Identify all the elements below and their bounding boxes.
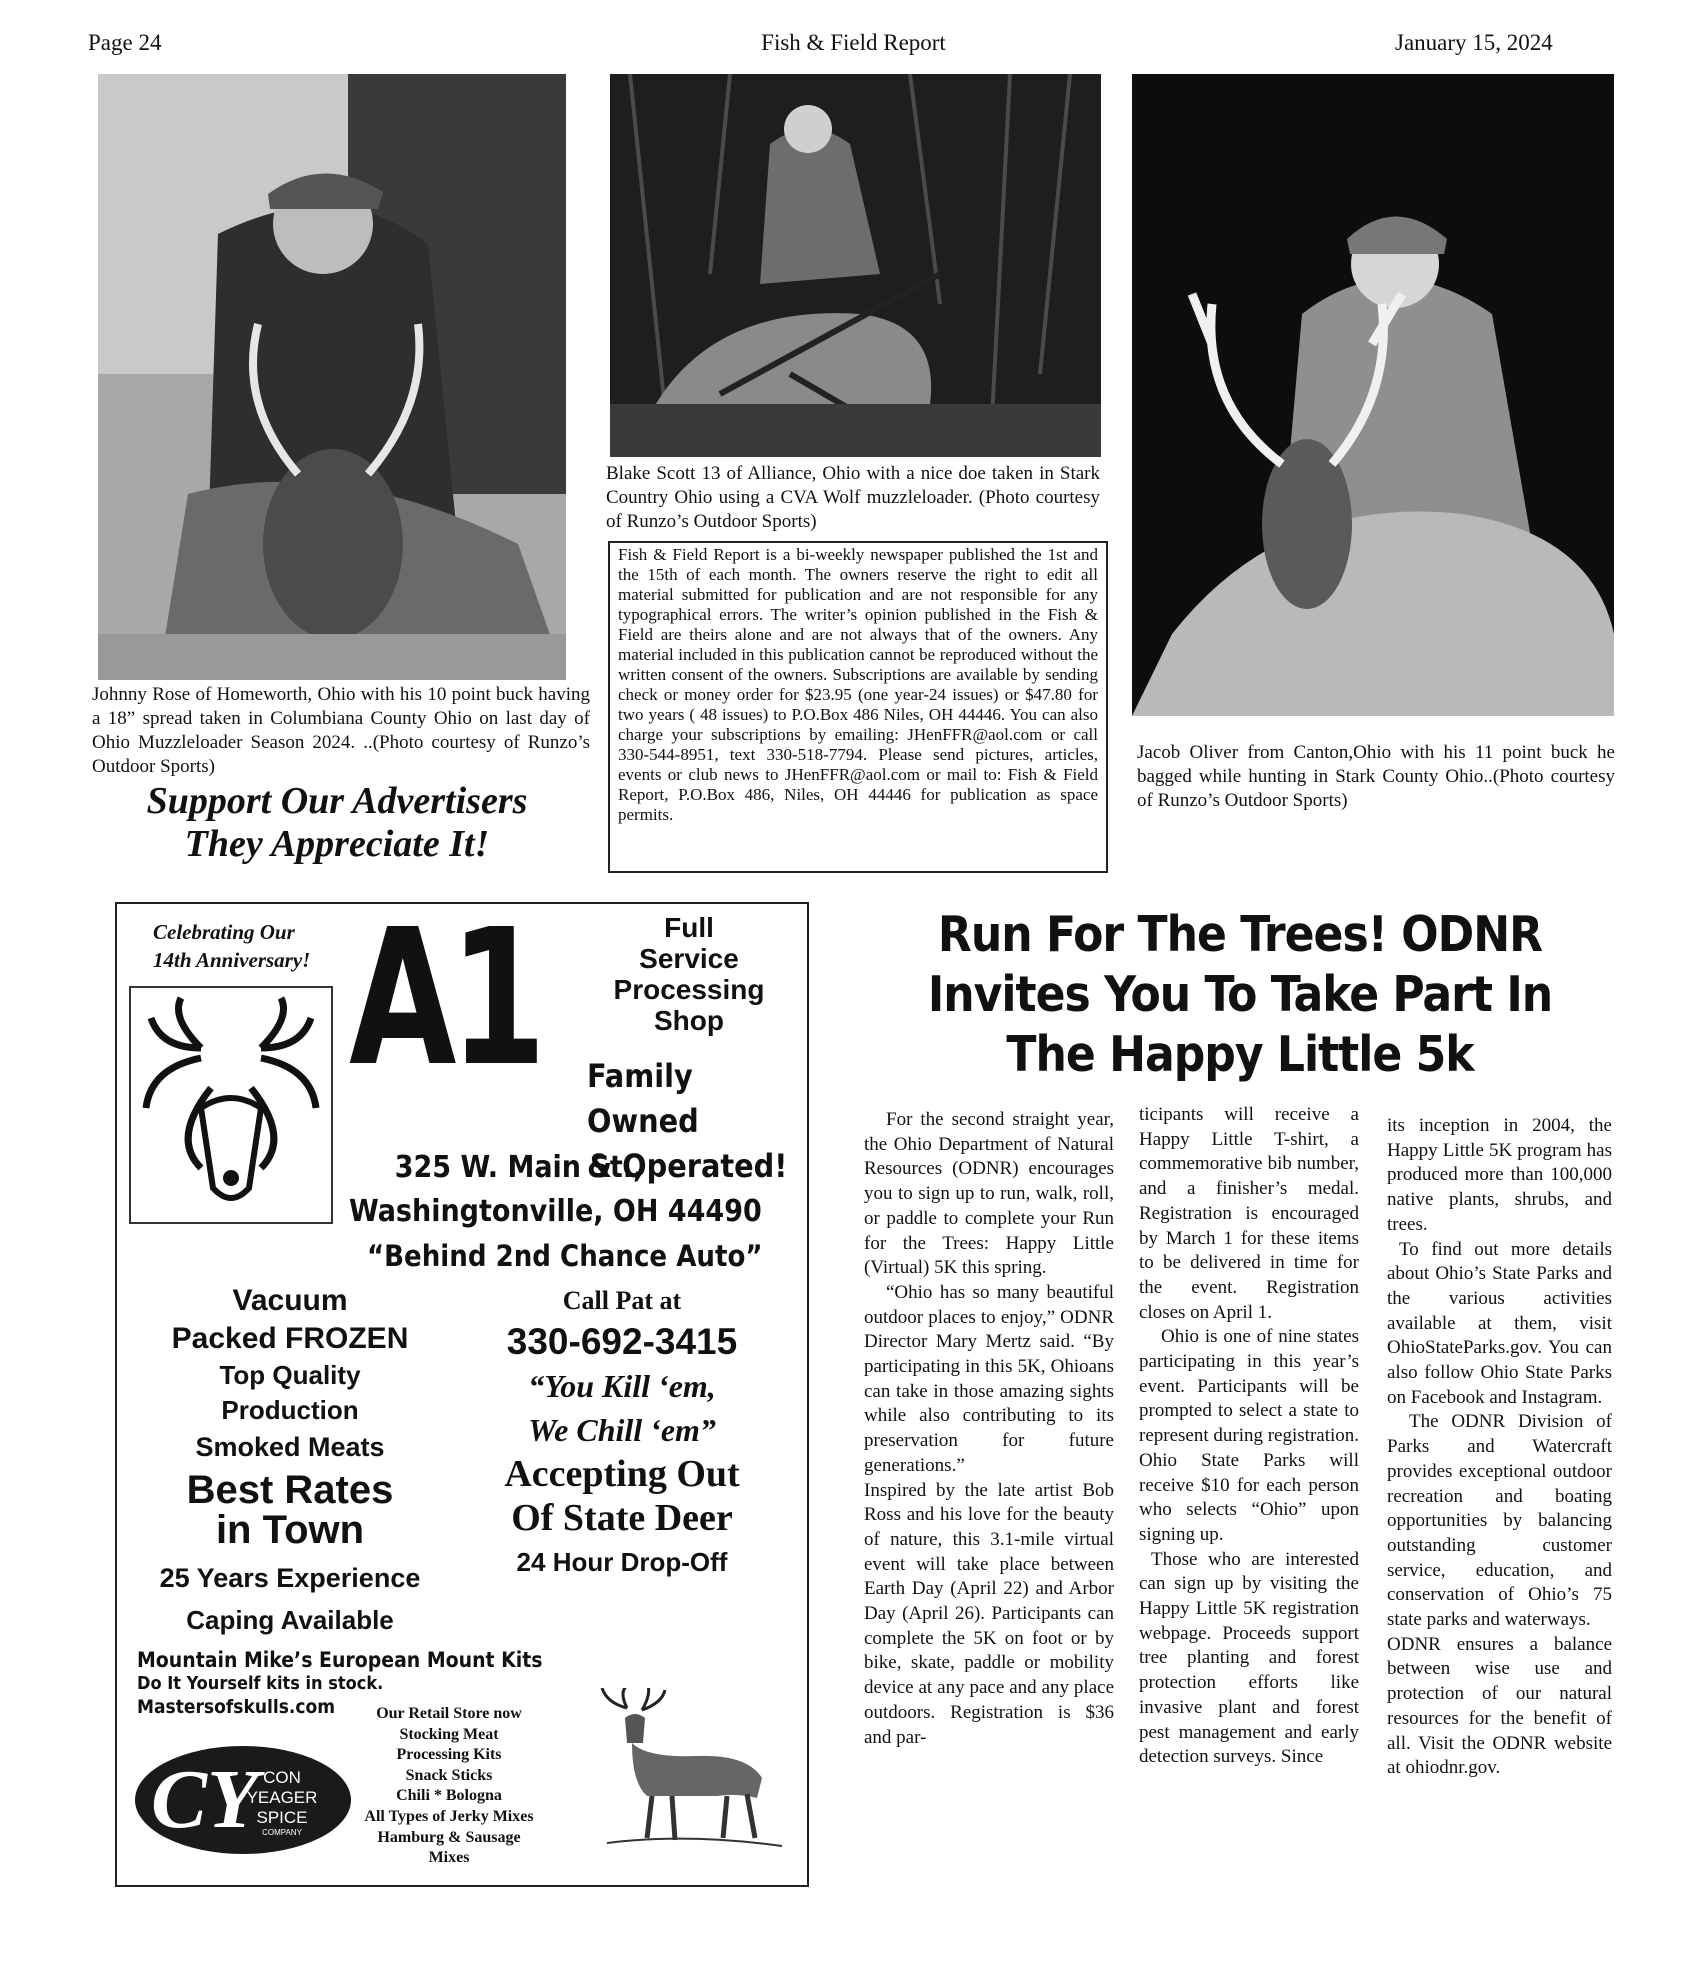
store-line: Stocking Meat (399, 1725, 499, 1743)
address-line-3: “Behind 2nd Chance Auto” (367, 1239, 763, 1273)
publication-title: Fish & Field Report (761, 30, 946, 55)
store-line: Our Retail Store now (376, 1705, 522, 1722)
mountain-mike-line-1: Mountain Mike’s European Mount Kits (137, 1648, 543, 1672)
brand-a1: A1 (349, 889, 540, 1108)
headline-line-2: Invites You To Take Part In (927, 966, 1553, 1023)
full-line-1: Full (664, 912, 714, 943)
store-line: Mixes (428, 1849, 470, 1867)
logo-line-4: COMPANY (262, 1828, 302, 1837)
photo-jacob-oliver (1132, 74, 1614, 716)
cy-monogram: CY (151, 1753, 259, 1846)
photo-caption-1: Johnny Rose of Homeworth, Ohio with his 10 point buck having a 18” spread taken in Columbiana County Ohio on last day of Ohio Muzzleloader Season 2024. ..(Photo courtesy of Runzo’s Outdoor Sports) (92, 684, 590, 777)
best-rates-line-1: Best Rates (186, 1468, 394, 1512)
logo-line-1: CON (263, 1768, 301, 1787)
logo-line-2: YEAGER (246, 1788, 318, 1807)
top-quality-line-1: Top Quality (219, 1360, 361, 1390)
article-paragraph: ticipants will receive a Happy Little T-shirt, a commemorative bib number, and a finisher’s medal. Registration is encouraged by March 1 for these items to be delivered in time for the event. Registration closes on April 1. (1139, 1104, 1359, 1323)
address-line-2: Washingtonville, OH 44490 (349, 1194, 762, 1229)
logo-line-3: SPICE (256, 1808, 308, 1827)
publication-notice: Fish & Field Report is a bi-weekly newspaper published the 1st and the 15th of each month. The owners reserve the right to edit all material submitted for publication and are not responsible for any typographical errors. The writer’s opinion published in the Fish & Field are theirs alone and are not always that of the owners. Any material included in this publication cannot be reproduced without the written consent of the owners. Subscriptions are available by sending check or money order for $23.95 (one year-24 issues) or $47.80 for two years ( 48 issues) to P.O.Box 486 Niles, OH 44446. You can also charge your subscriptions by emailing: JHenFFR@aol.com or call 330-544-8951, text 330-518-7794. Please send pictures, articles, events or club news to JHenFFR@aol.com or mail to: Fish & Field Report, P.O.Box 486, Niles, OH 44446 for publication as space permits. (608, 541, 1108, 873)
full-line-3: Processing (613, 974, 765, 1005)
store-line: All Types of Jerky Mixes (364, 1807, 534, 1825)
headline-line-1: Run For The Trees! ODNR (937, 906, 1543, 963)
store-line: Snack Sticks (405, 1766, 493, 1784)
deer-skull-logo (129, 986, 333, 1224)
issue-date: January 15, 2024 (1395, 30, 1553, 55)
accepting-line-1: Accepting Out (504, 1453, 740, 1495)
article-paragraph: “Ohio has so many beautiful outdoor places to enjoy,” ODNR Director Mary Mertz said. “By participating in this 5K, Ohioans can take in those amazing sights while also contributing to its preservation for future generations.” (864, 1281, 1114, 1476)
article-paragraph: For the second straight year, the Ohio Department of Natural Resources (ODNR) encourages you to sign up to run, walk, roll, or paddle to complete your Run for the Trees: Happy Little (Virtual) 5K this spring. (864, 1109, 1114, 1279)
caping-available: Caping Available (186, 1605, 394, 1635)
drop-off: 24 Hour Drop-Off (516, 1547, 728, 1577)
article-paragraph: Those who are interested can sign up by visiting the Happy Little 5K registration webpage. Proceeds support tree planting and forest protection efforts like invasive plant and forest pest management and early detection surveys. Since (1139, 1548, 1359, 1768)
article-column-2 (1139, 1103, 1359, 1770)
mountain-mike-line-3: Mastersofskulls.com (137, 1696, 336, 1718)
article-paragraph: its inception in 2004, the Happy Little 5K program has produced more than 100,000 native plants, shrubs, and trees. (1387, 1115, 1612, 1235)
store-line: Chili * Bologna (396, 1787, 502, 1805)
call-pat: Call Pat at (562, 1286, 682, 1315)
page-number: Page 24 (88, 30, 162, 55)
article-paragraph: ODNR ensures a balance between wise use and protection of our natural resources for the benefit of all. Visit the ODNR website at ohiodnr.gov. (1387, 1633, 1612, 1779)
anniversary-line-1: Celebrating Our (153, 920, 295, 944)
store-line: Processing Kits (396, 1746, 502, 1764)
a1-processing-ad (115, 889, 809, 1887)
article-paragraph: To find out more details about Ohio’s State Parks and the various activities available at them, visit OhioStateParks.gov. You can also follow Ohio State Parks on Facebook and Instagram. (1387, 1238, 1612, 1408)
best-rates-line-2: in Town (215, 1508, 365, 1552)
article-paragraph: The ODNR Division of Parks and Watercraft provides exceptional outdoor recreation and boating opportunities by balancing outstanding customer service, education, and conservation of Ohio’s 75 state parks and waterways. (1387, 1411, 1612, 1631)
anniversary-line-2: 14th Anniversary! (153, 948, 311, 972)
vacuum-line-2: Packed FROZEN (171, 1322, 409, 1355)
vacuum-line-1: Vacuum (232, 1284, 348, 1317)
phone-number: 330-692-3415 (506, 1321, 738, 1362)
accepting-line-2: Of State Deer (511, 1497, 733, 1539)
article-paragraph: Ohio is one of nine states participating in this year’s event. Participants will be prompted to select a state to represent during registration. Ohio State Parks will receive $10 for each person who selects “Ohio” upon signing up. (1139, 1326, 1360, 1545)
kill-line-2: We Chill ‘em” (528, 1412, 716, 1448)
headline-line-3: The Happy Little 5k (1006, 1026, 1474, 1083)
photo-johnny-rose (98, 74, 566, 680)
mountain-mike-line-2: Do It Yourself kits in stock. (137, 1673, 384, 1694)
years-experience: 25 Years Experience (159, 1563, 421, 1593)
photo-blake-scott (610, 74, 1101, 457)
top-quality-line-2: Production (221, 1395, 359, 1425)
photo-caption-3: Jacob Oliver from Canton,Ohio with his 11 point buck he bagged while hunting in Stark County Ohio..(Photo courtesy of Runzo’s Outdoor Sports) (1137, 742, 1615, 811)
con-yeager-logo (135, 1746, 351, 1854)
smoked-meats: Smoked Meats (195, 1432, 385, 1462)
article-paragraph: Inspired by the late artist Bob Ross and his love for the beauty of nature, this 3.1-mile virtual event will take place between Earth Day (April 22) and Arbor Day (April 26). Participants can complete the 5K on foot or by bike, skate, paddle or mobility device at any pace and any place outdoors. Registration is $36 and par- (864, 1479, 1114, 1748)
store-line: Hamburg & Sausage (377, 1828, 521, 1846)
retail-store-list (339, 1704, 559, 1869)
family-owned-line-1: Family Owned (587, 1057, 699, 1140)
family-owned-line-2: & Operated! (587, 1147, 788, 1185)
support-line-2: They Appreciate It! (184, 823, 490, 865)
address-line-1: 325 W. Main St., (394, 1150, 644, 1185)
full-line-4: Shop (654, 1005, 724, 1036)
kill-line-1: “You Kill ‘em, (528, 1368, 716, 1404)
article-column-1 (864, 1108, 1114, 1750)
article-column-3 (1387, 1114, 1612, 1781)
support-line-1: Support Our Advertisers (146, 780, 528, 822)
full-line-2: Service (639, 943, 739, 974)
photo-caption-2: Blake Scott 13 of Alliance, Ohio with a nice doe taken in Stark Country Ohio using a CVA Wolf muzzleloader. (Photo courtesy of Runzo’s Outdoor Sports) (606, 463, 1100, 532)
deer-illustration (587, 1688, 797, 1858)
